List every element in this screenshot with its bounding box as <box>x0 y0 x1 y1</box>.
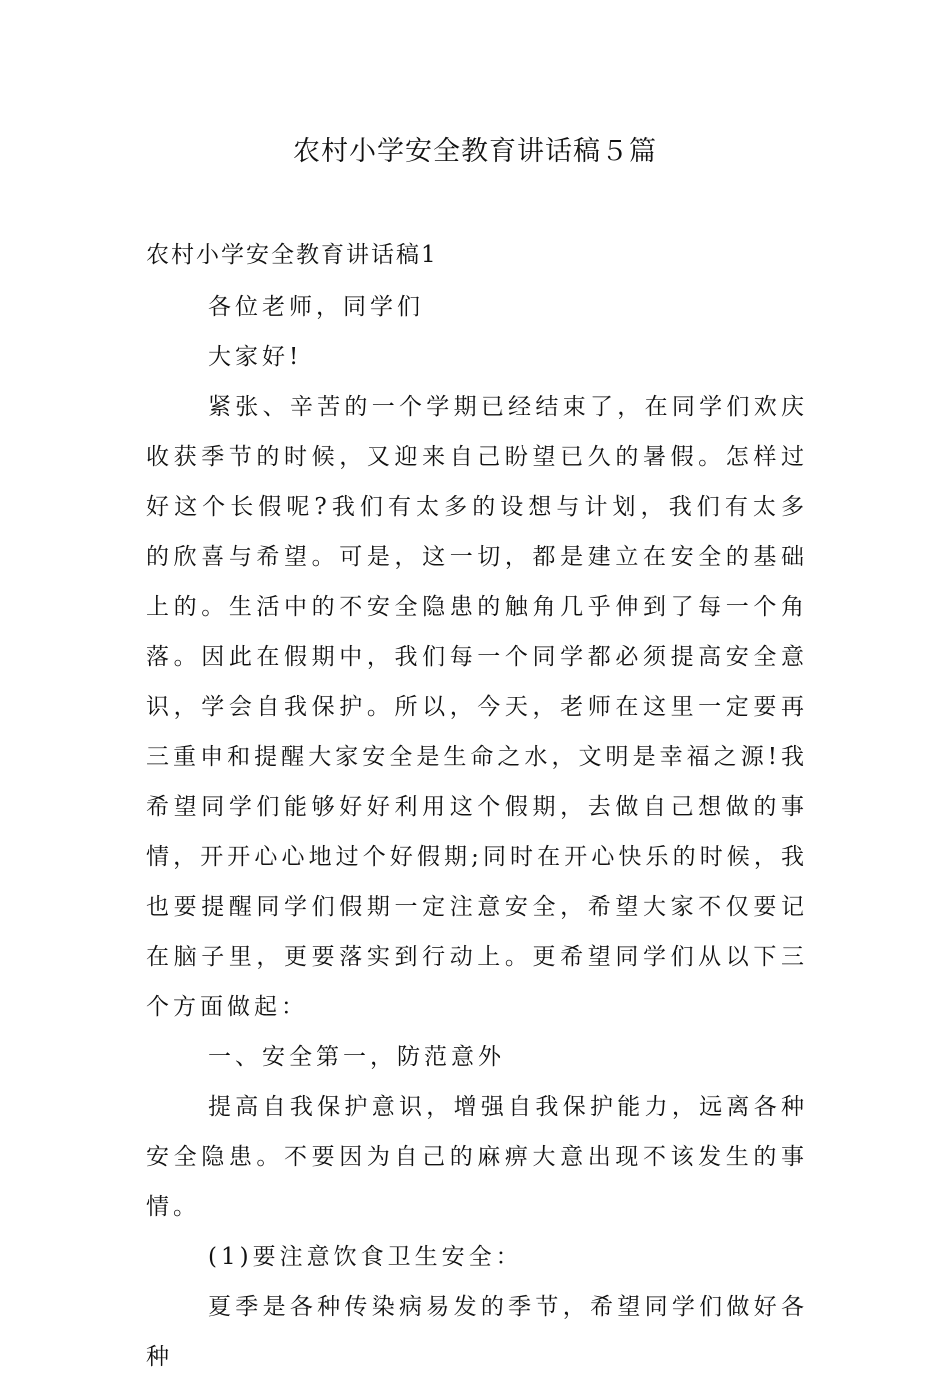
paragraph-food-safety-heading: (1)要注意饮食卫生安全： <box>208 1244 523 1270</box>
paragraph-greeting: 大家好! <box>208 344 303 370</box>
paragraph-point-heading: 一、安全第一，防范意外 <box>208 1044 505 1070</box>
paragraph-summer-disease: 夏季是各种传染病易发的季节，希望同学们做好各种 <box>146 1294 808 1370</box>
paragraph-safety-awareness: 提高自我保护意识，增强自我保护能力，远离各种安全隐患。不要因为自己的麻痹大意出现不该发生的事情。 <box>146 1094 808 1220</box>
document-body <box>146 230 808 1382</box>
section-heading: 农村小学安全教育讲话稿1 <box>146 242 438 268</box>
document-title: 农村小学安全教育讲话稿５篇 <box>293 136 657 167</box>
paragraph-salutation: 各位老师，同学们 <box>208 294 424 320</box>
paragraph-intro: 紧张、辛苦的一个学期已经结束了，在同学们欢庆收获季节的时候，又迎来自己盼望已久的暑假。怎样过好这个长假呢?我们有太多的设想与计划，我们有太多的欣喜与希望。可是，这一切，都是建立在安全的基础上的。生活中的不安全隐患的触角几乎伸到了每一个角落。因此在假期中，我们每一个同学都必须提高安全意识，学会自我保护。所以，今天，老师在这里一定要再三重申和提醒大家安全是生命之水，文明是幸福之源!我希望同学们能够好好利用这个假期，去做自己想做的事情，开开心心地过个好假期;同时在开心快乐的时候，我也要提醒同学们假期一定注意安全，希望大家不仅要记在脑子里，更要落实到行动上。更希望同学们从以下三个方面做起： <box>146 394 808 1020</box>
